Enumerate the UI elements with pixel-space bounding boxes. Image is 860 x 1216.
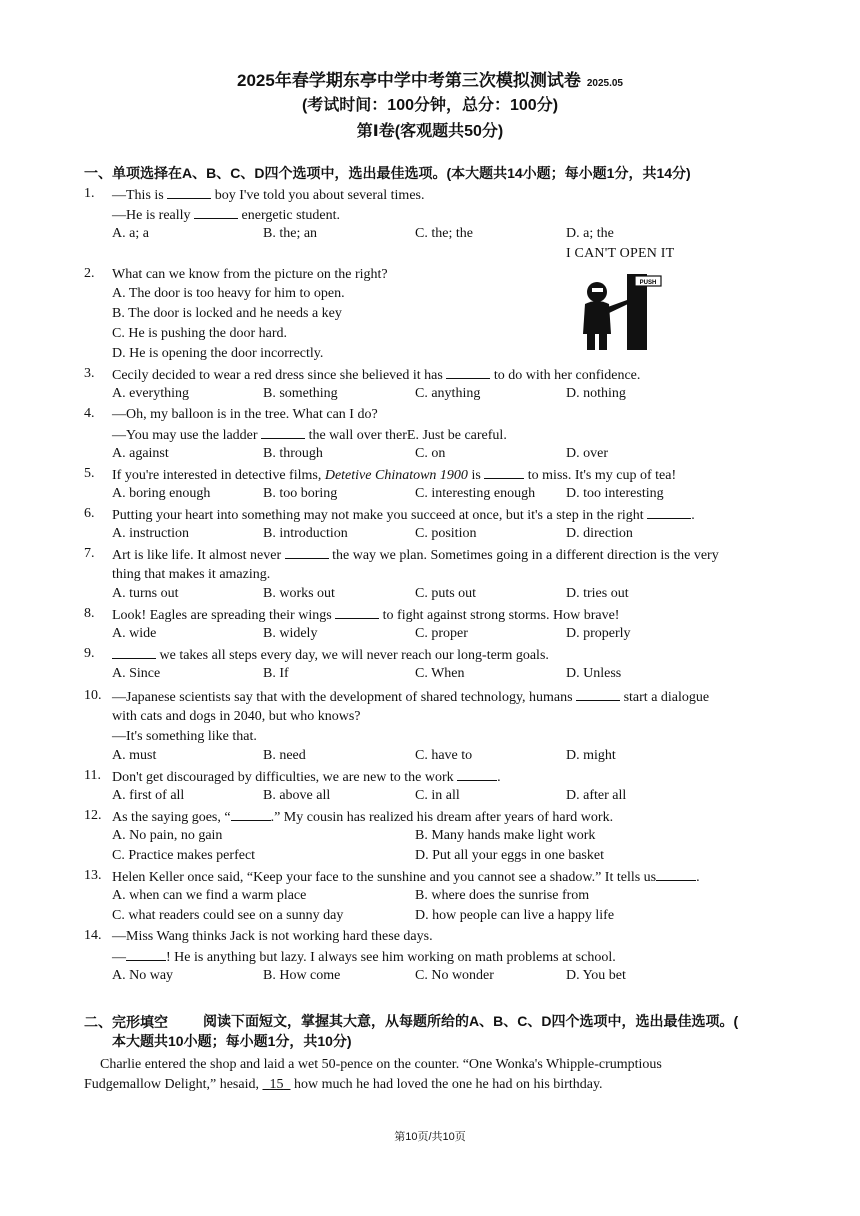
person-arm [605,300,628,314]
person-glasses [592,288,603,292]
option-b[interactable]: B. How come [263,968,341,983]
option-a[interactable]: A. against [112,446,169,461]
option-b[interactable]: B. the; an [263,226,318,241]
question-10-line-1: —Japanese scientists say that with the development of shared technology, humans start a dialogue [112,690,710,705]
question-10-line-2: with cats and dogs in 2040, but who knows? [112,709,361,724]
option-d[interactable]: D. how people can live a happy life [415,908,615,923]
option-b[interactable]: B. The door is locked and he needs a key [112,306,342,321]
answer-blank[interactable] [231,808,271,821]
answer-blank[interactable] [647,506,691,519]
option-a[interactable]: A. wide [112,626,157,641]
option-c[interactable]: C. proper [415,626,468,641]
question-number: 14. [84,928,102,943]
exam-date: 2025.05 [586,78,623,89]
option-a[interactable]: A. The door is too heavy for him to open. [112,286,345,301]
person-leg-left [587,332,595,350]
option-a[interactable]: A. instruction [112,526,189,541]
question-number: 10. [84,688,102,703]
page-number: 第10页/共10页 [394,1131,466,1143]
option-a[interactable]: A. No way [112,968,174,983]
option-d[interactable]: D. after all [566,788,627,803]
answer-blank[interactable] [112,646,156,659]
option-c[interactable]: C. anything [415,386,481,401]
option-b[interactable]: B. widely [263,626,318,641]
push-sign-text: PUSH [639,280,657,286]
option-d[interactable]: D. Unless [566,666,622,681]
answer-blank[interactable] [167,186,211,199]
option-a[interactable]: A. No pain, no gain [112,828,223,843]
option-d[interactable]: D. a; the [566,226,614,241]
option-c[interactable]: C. When [415,666,465,681]
question-14-line-1: —Miss Wang thinks Jack is not working hard these days. [112,929,433,944]
option-d[interactable]: D. tries out [566,586,629,601]
answer-blank[interactable] [285,546,329,559]
section-2-desc-2: 本大题共10小题；每小题1分，共10分) [112,1033,352,1049]
option-c[interactable]: C. on [415,446,446,461]
question-7-line-1: Art is like life. It almost never the way we plan. Sometimes going in a different direction is the very [112,548,719,563]
option-a[interactable]: A. boring enough [112,486,211,501]
exam-time-score: (考试时间：100分钟，总分：100分) [301,97,559,114]
answer-blank[interactable] [656,868,696,881]
question-number: 4. [84,406,95,421]
option-d[interactable]: D. Put all your eggs in one basket [415,848,604,863]
option-b[interactable]: B. need [263,748,306,763]
question-7-line-2: thing that makes it amazing. [112,567,271,582]
answer-blank[interactable] [576,688,620,701]
exam-title: 2025年春学期东亭中学中考第三次模拟测试卷 2025.05 [237,71,623,90]
person-leg-right [599,332,607,350]
option-c[interactable]: C. the; the [415,226,473,241]
option-a[interactable]: A. must [112,748,157,763]
picture-caption: I CAN'T OPEN IT [566,246,675,261]
question-10-line-3: —It's something like that. [112,729,257,744]
option-b[interactable]: B. where does the sunrise from [415,888,590,903]
option-b[interactable]: B. works out [263,586,335,601]
question-1-line-1: —This is boy I've told you about several times. [112,188,425,203]
passage-line-1: Charlie entered the shop and laid a wet 50-pence on the counter. “One Wonka's Whipple-crumptious [100,1057,662,1072]
section-2-title: 二、完形填空 [84,1014,168,1030]
option-d[interactable]: D. direction [566,526,633,541]
question-number: 12. [84,808,102,823]
option-a[interactable]: A. when can we find a warm place [112,888,307,903]
option-b[interactable]: B. introduction [263,526,348,541]
option-a[interactable]: A. everything [112,386,189,401]
person-body [583,301,611,334]
question-2-stem: What can we know from the picture on the right? [112,267,388,282]
option-c[interactable]: C. No wonder [415,968,494,983]
option-d[interactable]: D. might [566,748,616,763]
exam-part-title: 第Ⅰ卷(客观题共50分) [356,123,504,140]
question-number: 8. [84,606,95,621]
option-a[interactable]: A. a; a [112,226,149,241]
question-number: 11. [84,768,101,783]
question-1-line-2: —He is really energetic student. [112,208,341,223]
option-b[interactable]: B. too boring [263,486,338,501]
answer-blank[interactable] [126,948,166,961]
question-3-stem: Cecily decided to wear a red dress since she believed it has to do with her confidence. [112,368,641,383]
question-13-stem: Helen Keller once said, “Keep your face to the sunshine and you cannot see a shadow.” It tells us . [112,870,700,885]
question-4-line-2: —You may use the ladder the wall over therE. Just be careful. [112,428,507,443]
question-9-stem: we takes all steps every day, we will never reach our long-term goals. [112,646,549,665]
option-d[interactable]: D. properly [566,626,631,641]
passage-blank-15[interactable]: 15 [269,1077,284,1092]
answer-blank[interactable] [457,768,497,781]
answer-blank[interactable] [446,366,490,379]
door-picture [575,268,665,350]
question-number: 5. [84,466,95,481]
film-title: Detetive Chinatown 1900 [324,468,468,483]
option-a[interactable]: A. turns out [112,586,179,601]
option-c[interactable]: C. Practice makes perfect [112,848,256,863]
question-6-stem: Putting your heart into something may not make you succeed at once, but it's a step in the right . [112,508,695,523]
question-number: 7. [84,546,95,561]
question-11-stem: Don't get discouraged by difficulties, we are new to the work . [112,770,501,785]
option-b[interactable]: B. above all [263,788,331,803]
question-4-line-1: —Oh, my balloon is in the tree. What can I do? [112,407,378,422]
answer-blank[interactable] [335,606,379,619]
option-b[interactable]: B. through [263,446,323,461]
option-c[interactable]: C. position [415,526,477,541]
option-a[interactable]: A. Since [112,666,161,681]
answer-blank[interactable] [484,466,524,479]
option-c[interactable]: C. what readers could see on a sunny day [112,908,344,923]
question-number: 3. [84,366,95,381]
option-b[interactable]: B. something [263,386,338,401]
option-c[interactable]: C. in all [415,788,460,803]
passage-line-2: Fudgemallow Delight,” hesaid, 15 how much he had loved the one he had on his birthday. [84,1077,603,1092]
option-d[interactable]: D. too interesting [566,486,664,501]
answer-blank[interactable] [194,206,238,219]
question-number: 2. [84,266,95,281]
question-14-line-2: — ! He is anything but lazy. I always see him working on math problems at school. [112,950,616,965]
option-a[interactable]: A. first of all [112,788,185,803]
question-number: 6. [84,506,95,521]
section-1-title: 一、单项选择在A、B、C、D四个选项中，选出最佳选项。(本大题共14小题；每小题1分，共14分) [84,165,691,181]
option-b[interactable]: B. If [263,666,289,681]
question-12-stem: As the saying goes, “ .” My cousin has realized his dream after years of hard work. [112,810,614,825]
option-c[interactable]: C. interesting enough [415,486,536,501]
option-c[interactable]: C. puts out [415,586,477,601]
answer-blank[interactable] [261,426,305,439]
question-number: 9. [84,646,95,661]
question-number: 13. [84,868,102,883]
option-d[interactable]: D. over [566,446,608,461]
option-d[interactable]: D. You bet [566,968,626,983]
question-8-stem: Look! Eagles are spreading their wings to fight against strong storms. How brave! [112,608,620,623]
section-2-desc-1: 阅读下面短文，掌握其大意，从每题所给的A、B、C、D四个选项中，选出最佳选项。( [203,1013,739,1029]
option-b[interactable]: B. Many hands make light work [415,828,596,843]
question-5-stem: If you're interested in detective films, Detetive Chinatown 1900 is to miss. It's my cup of tea! [112,468,677,483]
option-c[interactable]: C. have to [415,748,473,763]
option-d[interactable]: D. nothing [566,386,626,401]
question-number: 1. [84,186,95,201]
option-d[interactable]: D. He is opening the door incorrectly. [112,346,324,361]
option-c[interactable]: C. He is pushing the door hard. [112,326,287,341]
